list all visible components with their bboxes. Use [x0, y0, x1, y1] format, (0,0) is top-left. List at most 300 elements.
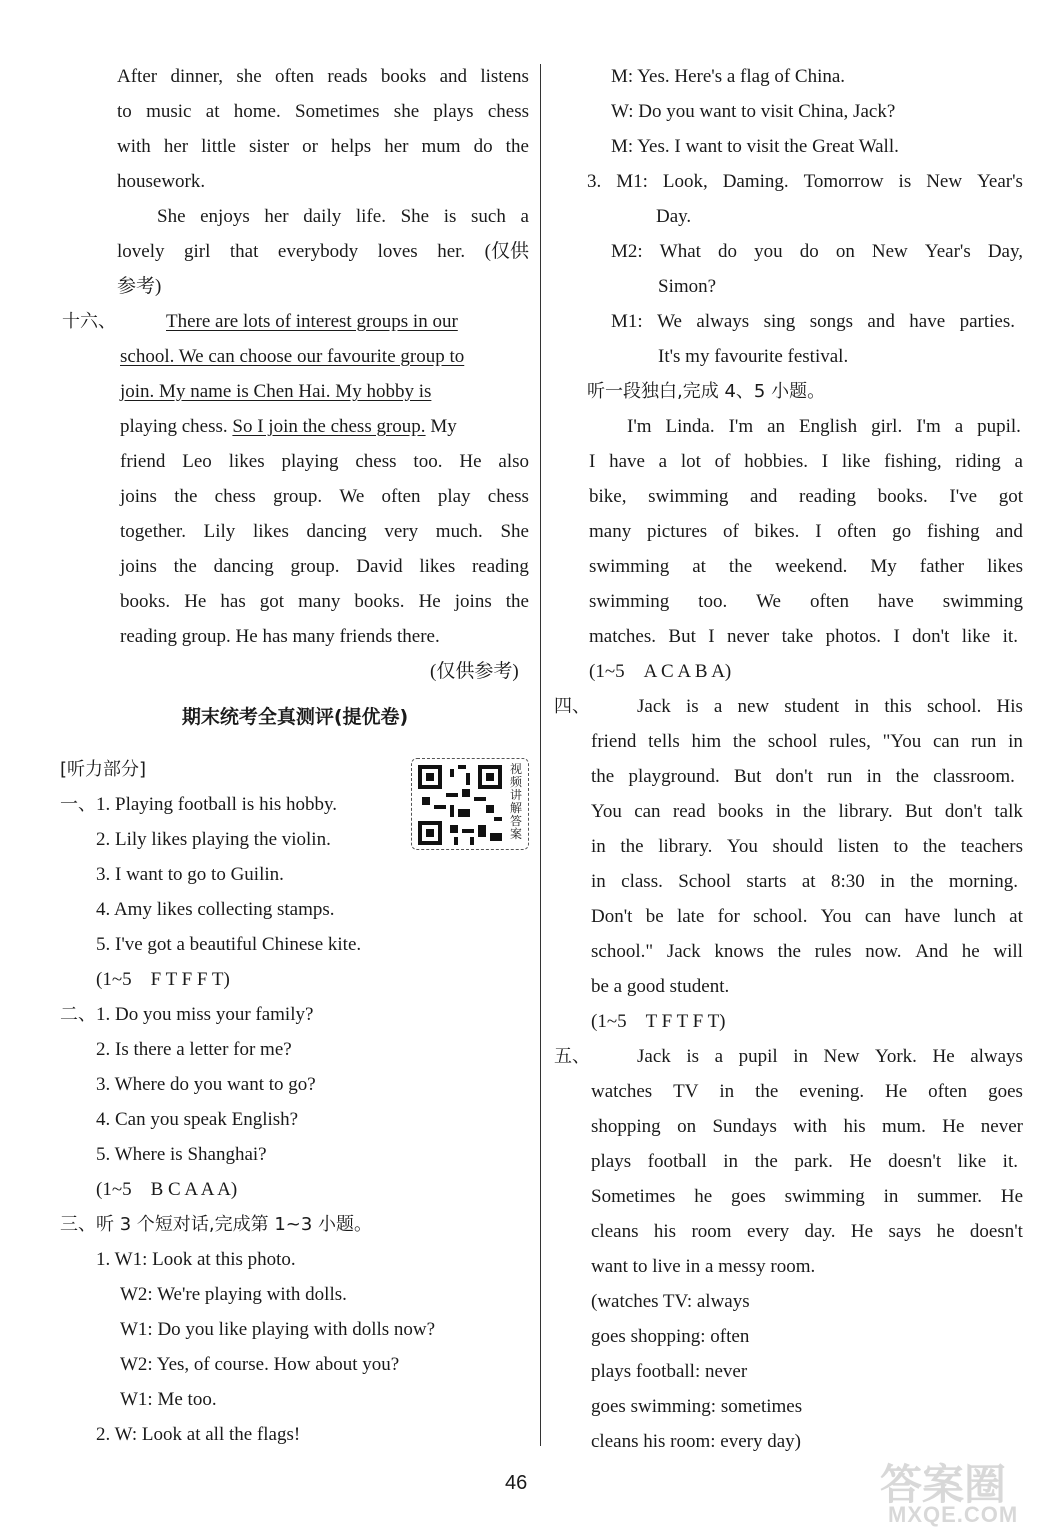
list-item: 3. Where do you want to go?	[96, 1074, 316, 1095]
qr-code-icon	[418, 765, 502, 845]
word: likes	[252, 521, 289, 542]
text-span-underlined: So I join the chess group.	[232, 416, 426, 437]
word: go	[892, 521, 912, 542]
word: don't	[944, 801, 983, 822]
word: cleans	[591, 1221, 639, 1242]
word: mum.	[882, 1116, 926, 1137]
section-intro: 听一段独白,完成 4、5 小题。	[587, 381, 826, 402]
word: chess	[355, 451, 397, 472]
word: the	[620, 836, 644, 857]
word: matches.	[589, 626, 657, 647]
word: lovely	[117, 241, 165, 262]
word: little	[201, 136, 236, 157]
word: it.	[1002, 626, 1018, 647]
word: swimming	[589, 556, 670, 577]
text-line: want to live in a messy room.	[591, 1256, 816, 1277]
word: do	[799, 241, 819, 262]
word: his	[843, 1116, 866, 1137]
text-line	[591, 1114, 1023, 1140]
text-span: My	[425, 416, 457, 437]
answer-key: (1~5 A C A B A)	[589, 661, 732, 682]
word: in	[591, 871, 606, 892]
text-line	[591, 1079, 1023, 1105]
list-item: 2. Lily likes playing the violin.	[96, 829, 331, 850]
word: school	[767, 731, 818, 752]
dialogue-line: W1: Do you like playing with dolls now?	[120, 1319, 436, 1340]
word: play	[437, 486, 471, 507]
word: in	[866, 766, 882, 787]
dialogue-line	[611, 239, 1023, 265]
word: We	[657, 311, 682, 332]
text-line	[117, 239, 529, 265]
section-label: 一、	[60, 794, 96, 815]
word: can	[932, 731, 960, 752]
word: don't	[775, 766, 813, 787]
word: is	[443, 206, 457, 227]
word: He	[942, 1116, 965, 1137]
text-line	[589, 484, 1023, 510]
dialogue-line: M: Yes. Here's a flag of China.	[611, 66, 846, 87]
word: He	[932, 1046, 955, 1067]
word: Linda.	[665, 416, 715, 437]
text-line	[120, 449, 529, 475]
word: this	[884, 696, 912, 717]
text-line	[591, 904, 1023, 930]
word: He	[459, 451, 482, 472]
word: a	[714, 1046, 724, 1067]
word: and	[439, 66, 467, 87]
word: likes	[228, 451, 265, 472]
word: always	[970, 1046, 1023, 1067]
word: He	[1000, 1186, 1023, 1207]
word: chess	[487, 101, 529, 122]
text-line-underlined: There are lots of interest groups in our	[166, 311, 458, 332]
word: in	[1008, 731, 1023, 752]
answer-key: (1~5 F T F F T)	[96, 969, 230, 990]
word: Sundays	[712, 1116, 777, 1137]
word: her.	[437, 241, 466, 262]
word: often	[274, 66, 315, 87]
word: and	[749, 486, 778, 507]
word: swimming	[942, 591, 1023, 612]
word: will	[993, 941, 1023, 962]
word: be	[645, 906, 664, 927]
qr-side-label: 视频讲解答案	[509, 762, 522, 841]
word: playground.	[628, 766, 720, 787]
word: Don't	[591, 906, 633, 927]
word: He	[885, 1081, 908, 1102]
word: enjoys	[200, 206, 250, 227]
word: has	[220, 591, 246, 612]
word: at	[801, 871, 816, 892]
word: swimming	[648, 486, 729, 507]
text-line	[157, 204, 529, 230]
word: I	[708, 626, 715, 647]
word: is	[898, 171, 912, 192]
word: TV	[673, 1081, 699, 1102]
word: her	[264, 206, 289, 227]
word: in	[719, 1081, 735, 1102]
word: an	[767, 416, 786, 437]
word: watches	[591, 1081, 653, 1102]
word: helps	[331, 136, 372, 157]
word: can	[864, 906, 892, 927]
word: dinner,	[170, 66, 223, 87]
word: her	[384, 136, 409, 157]
watermark-logo	[870, 1452, 1040, 1530]
text-line	[117, 64, 529, 90]
word: got	[998, 486, 1023, 507]
word: and	[867, 311, 895, 332]
word: very	[384, 521, 419, 542]
word: reads	[327, 66, 368, 87]
word: in	[723, 1151, 739, 1172]
word: books.	[120, 591, 171, 612]
word: at	[205, 101, 220, 122]
word: father	[919, 556, 965, 577]
word: riding	[955, 451, 1001, 472]
word: books	[717, 801, 764, 822]
word: the	[895, 766, 919, 787]
word: swimming	[784, 1186, 865, 1207]
column-divider	[540, 64, 541, 1446]
text-line	[637, 1044, 1023, 1070]
text-line: 参考)	[117, 276, 162, 297]
word: School	[678, 871, 731, 892]
word: in	[883, 1186, 899, 1207]
word: knows	[714, 941, 764, 962]
word: dancing	[213, 556, 274, 577]
word: the	[910, 871, 934, 892]
word: her	[163, 136, 189, 157]
word: a	[658, 451, 668, 472]
section-label: 四、	[554, 696, 590, 717]
word: lunch	[953, 906, 996, 927]
word: English	[799, 416, 858, 437]
word: Day,	[987, 241, 1023, 262]
word: loves	[377, 241, 418, 262]
word: pupil	[738, 1046, 778, 1067]
word: teachers	[960, 836, 1023, 857]
word: Jack	[637, 696, 671, 717]
word: After	[117, 66, 158, 87]
word: pictures	[647, 521, 708, 542]
list-item: goes swimming: sometimes	[591, 1396, 803, 1417]
word: New	[823, 1046, 860, 1067]
word: the	[777, 941, 801, 962]
dialogue-line: 1. W1: Look at this photo.	[96, 1249, 296, 1270]
text-line	[591, 764, 1015, 790]
word: swimming	[589, 591, 670, 612]
list-item: 1. Playing football is his hobby.	[96, 794, 338, 815]
word: can	[634, 801, 661, 822]
word: school.	[926, 696, 982, 717]
list-item: goes shopping: often	[591, 1326, 750, 1347]
list-item: plays football: never	[591, 1361, 748, 1382]
qr-code-box[interactable]	[411, 758, 529, 850]
word: the	[505, 136, 529, 157]
word: Jack	[666, 941, 701, 962]
word: the	[591, 766, 615, 787]
section-intro: 听 3 个短对话,完成第 1~3 小题。	[96, 1214, 373, 1235]
text-line	[591, 1184, 1023, 1210]
word: he	[936, 1221, 955, 1242]
word: He	[849, 1151, 872, 1172]
word: She	[157, 206, 186, 227]
text-line-underlined: school. We can choose our favourite group to	[120, 346, 465, 367]
text-line	[120, 589, 529, 615]
text-line	[117, 134, 529, 160]
word: Tomorrow	[803, 171, 884, 192]
word: a	[713, 696, 723, 717]
word: you	[754, 241, 783, 262]
word: doesn't	[888, 1151, 942, 1172]
word: plays	[433, 101, 474, 122]
text-line	[627, 414, 1021, 440]
word: a	[954, 416, 964, 437]
word: like	[957, 1151, 987, 1172]
list-item: 4. Amy likes collecting stamps.	[96, 899, 335, 920]
text-line	[120, 484, 529, 510]
word: I	[589, 451, 596, 472]
text-line	[591, 869, 1018, 895]
word: You	[820, 906, 852, 927]
word: have	[904, 906, 941, 927]
text-line	[120, 519, 529, 545]
word: run	[971, 731, 997, 752]
page-number: 46	[505, 1472, 528, 1494]
word: to	[893, 836, 909, 857]
text-line	[117, 99, 529, 125]
word: You	[591, 801, 622, 822]
exam-title: 期末统考全真测评(提优卷)	[181, 706, 409, 728]
word: she	[393, 101, 420, 122]
word: New	[871, 241, 908, 262]
word: music	[146, 101, 192, 122]
list-item: 4. Can you speak English?	[96, 1109, 299, 1130]
word: evening.	[799, 1081, 865, 1102]
section-label: 二、	[60, 1004, 96, 1025]
word: Year's	[977, 171, 1023, 192]
word: We	[756, 591, 781, 612]
word: the	[754, 1151, 778, 1172]
word: football	[647, 1151, 707, 1172]
word: 3.	[587, 171, 602, 192]
word: for	[717, 906, 740, 927]
word: and	[995, 521, 1023, 542]
word: she	[236, 66, 262, 87]
word: him	[691, 731, 722, 752]
word: York.	[875, 1046, 917, 1067]
text-line	[591, 834, 1023, 860]
word: sister	[249, 136, 290, 157]
word: sing	[763, 311, 796, 332]
text-line: be a good student.	[591, 976, 730, 997]
word: that	[229, 241, 259, 262]
text-line	[589, 624, 1018, 650]
word: many	[589, 521, 632, 542]
text-line	[589, 554, 1023, 580]
word: I've	[949, 486, 978, 507]
word: Sometimes	[591, 1186, 676, 1207]
word: the	[732, 731, 757, 752]
word: goes	[988, 1081, 1023, 1102]
word: such	[471, 206, 506, 227]
word: he	[961, 941, 980, 962]
text-line	[591, 1219, 1023, 1245]
word: now.	[865, 941, 902, 962]
word: Daming.	[722, 171, 789, 192]
dialogue-line: W: Do you want to visit China, Jack?	[611, 101, 896, 122]
word: Look,	[662, 171, 708, 192]
list-item: 5. Where is Shanghai?	[96, 1144, 267, 1165]
text-line: housework.	[117, 171, 206, 192]
word: chess	[214, 486, 256, 507]
word: books.	[877, 486, 928, 507]
word: never	[726, 626, 770, 647]
word: have	[909, 311, 946, 332]
text-line	[589, 519, 1023, 545]
word: on	[677, 1116, 697, 1137]
word: he	[694, 1186, 713, 1207]
word: often	[928, 1081, 968, 1102]
word: You	[727, 836, 758, 857]
text-line	[591, 729, 1023, 755]
word: new	[737, 696, 770, 717]
list-item: 1. Do you miss your family?	[96, 1004, 314, 1025]
word: room	[691, 1221, 732, 1242]
word: M1:	[616, 171, 648, 192]
word: of	[722, 521, 739, 542]
word: a	[1014, 451, 1023, 472]
word: in	[775, 801, 791, 822]
word: books	[380, 66, 427, 87]
word: I	[821, 451, 829, 472]
word: many	[298, 591, 341, 612]
word: parties.	[959, 311, 1015, 332]
word: talk	[994, 801, 1023, 822]
word: too.	[698, 591, 728, 612]
word: likes	[419, 556, 456, 577]
dialogue-line	[611, 309, 1015, 335]
word: the	[755, 1081, 779, 1102]
word: run	[827, 766, 853, 787]
word: 8:30	[830, 871, 865, 892]
word: girl	[184, 241, 211, 262]
word: lot	[680, 451, 701, 472]
word: She	[400, 206, 430, 227]
word: rules	[814, 941, 852, 962]
word: girl.	[871, 416, 903, 437]
text-line	[589, 449, 1023, 475]
word: with	[793, 1116, 828, 1137]
text-line	[591, 1149, 1018, 1175]
word: She	[500, 521, 529, 542]
word: of	[714, 451, 731, 472]
dialogue-line: Simon?	[658, 276, 717, 297]
section-label: 三、	[60, 1214, 96, 1235]
word: on	[835, 241, 855, 262]
word: likes	[987, 556, 1023, 577]
word: fishing	[926, 521, 980, 542]
answer-key: (1~5 T F T F T)	[591, 1011, 726, 1032]
dialogue-line: Day.	[656, 206, 692, 227]
word: Leo	[182, 451, 212, 472]
word: dancing	[306, 521, 367, 542]
word: joins	[454, 591, 492, 612]
word: every	[746, 1221, 790, 1242]
word: says	[888, 1221, 922, 1242]
word: in	[793, 1046, 808, 1067]
word: joins	[120, 556, 157, 577]
word: bikes.	[754, 521, 800, 542]
text-span: playing chess.	[120, 416, 233, 437]
list-item: 2. Is there a letter for me?	[96, 1039, 292, 1060]
word: He	[850, 1221, 874, 1242]
list-item: cleans his room: every day)	[591, 1431, 801, 1452]
word: (仅供	[484, 241, 529, 262]
word: often	[809, 591, 849, 612]
word: to	[117, 101, 132, 122]
word: Lily	[203, 521, 236, 542]
list-item: 5. I've got a beautiful Chinese kite.	[96, 934, 362, 955]
word: at	[1009, 906, 1023, 927]
word: his	[653, 1221, 677, 1242]
word: the	[728, 556, 753, 577]
word: got	[259, 591, 285, 612]
word: photos.	[825, 626, 882, 647]
word: summer.	[917, 1186, 983, 1207]
word: doesn't	[969, 1221, 1023, 1242]
section-label: 十六、	[62, 311, 116, 332]
word: is	[686, 1046, 700, 1067]
word: New	[926, 171, 963, 192]
word: have	[609, 451, 645, 472]
word: His	[996, 696, 1023, 717]
list-item: 3. I want to go to Guilin.	[96, 864, 284, 885]
word: I	[815, 521, 822, 542]
text-line	[591, 939, 1023, 965]
word: the	[922, 836, 947, 857]
dialogue-line: W1: Me too.	[120, 1389, 217, 1410]
word: He	[418, 591, 441, 612]
word: morning.	[948, 871, 1018, 892]
word: at	[692, 556, 706, 577]
word: school.	[753, 906, 808, 927]
word: friend	[120, 451, 166, 472]
word: in	[880, 871, 895, 892]
word: But	[905, 801, 933, 822]
word: But	[733, 766, 762, 787]
text-line-underlined: join. My name is Chen Hai. My hobby is	[120, 381, 432, 402]
word: much.	[435, 521, 483, 542]
word: never	[980, 1116, 1023, 1137]
word: David	[356, 556, 403, 577]
word: do	[473, 136, 493, 157]
word: often	[381, 486, 421, 507]
word: Year's	[924, 241, 971, 262]
word: bike,	[589, 486, 627, 507]
word: in	[591, 836, 606, 857]
word: songs	[809, 311, 853, 332]
word: don't	[912, 626, 950, 647]
word: I'm	[627, 416, 652, 437]
word: library.	[658, 836, 713, 857]
word: the	[802, 801, 827, 822]
word: is	[685, 696, 699, 717]
text-line	[120, 414, 457, 440]
word: school."	[591, 941, 654, 962]
